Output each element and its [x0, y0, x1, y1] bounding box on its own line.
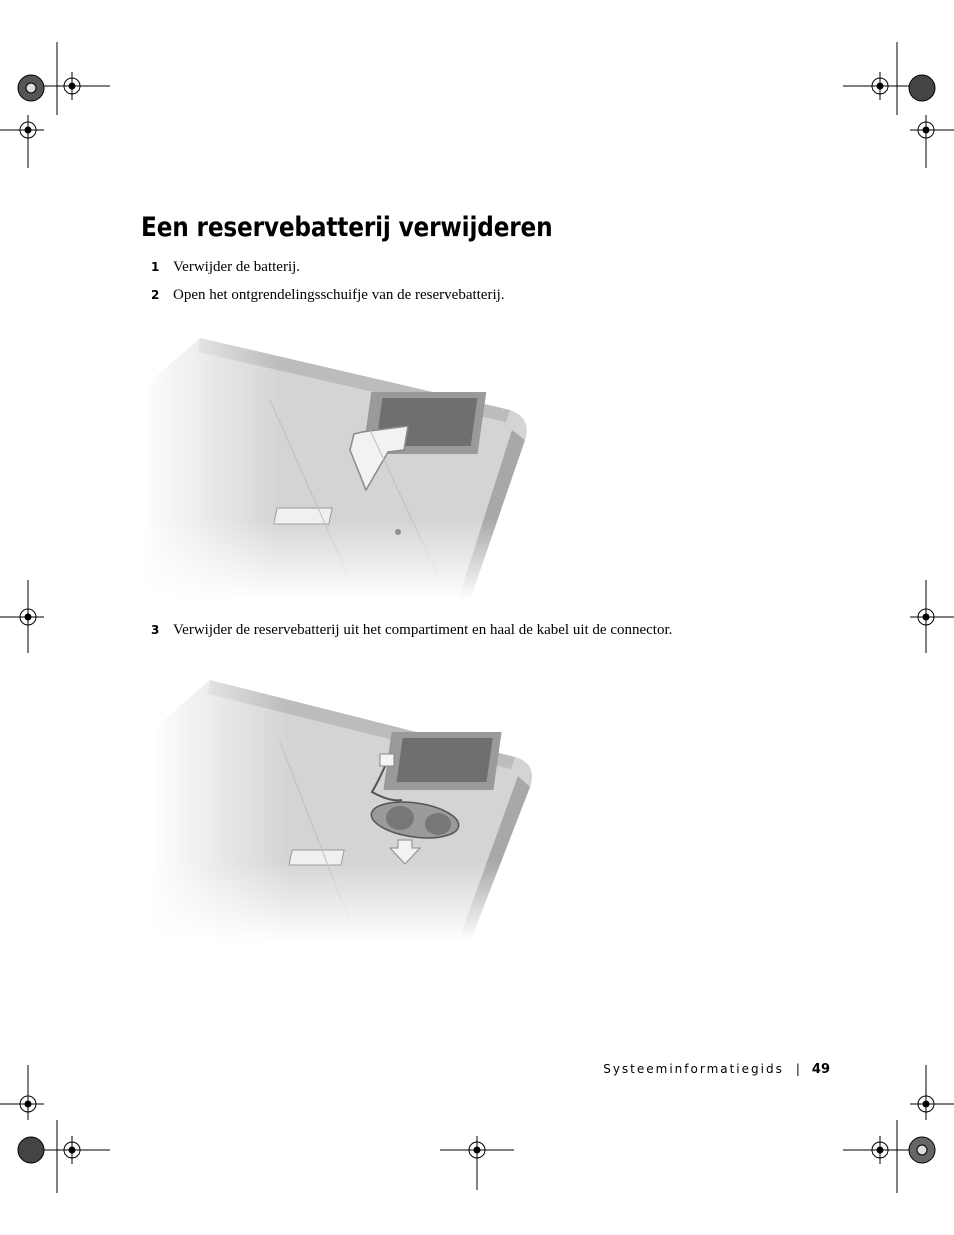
step-text: Verwijder de batterij. — [173, 259, 301, 275]
step-1 — [151, 258, 300, 276]
illustration-open-latch — [140, 330, 540, 600]
footer-separator: | — [795, 1062, 800, 1076]
step-number: 2 — [151, 288, 160, 302]
step-2 — [151, 286, 505, 304]
page-number: 49 — [811, 1062, 830, 1077]
page-footer — [603, 1062, 830, 1077]
step-text: Verwijder de reservebatterij uit het compartiment en haal de kabel uit de connector. — [173, 622, 673, 638]
step-number: 1 — [151, 260, 160, 274]
step-number: 3 — [151, 623, 160, 637]
page-title: Een reservebatterij verwijderen — [141, 212, 553, 243]
step-3 — [151, 621, 672, 639]
footer-doc-title: Systeeminformatiegids — [603, 1062, 784, 1076]
illustration-remove-battery — [150, 672, 545, 942]
step-text: Open het ontgrendelingsschuifje van de reservebatterij. — [173, 287, 505, 303]
